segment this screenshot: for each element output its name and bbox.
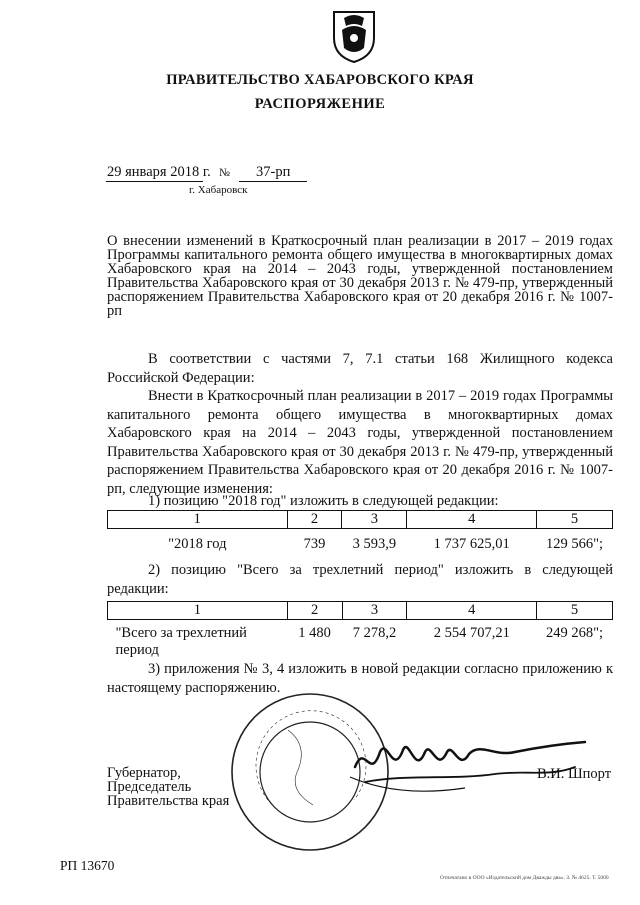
table-row xyxy=(108,620,613,660)
header-cell: 3 xyxy=(342,511,407,529)
table-total xyxy=(107,601,613,659)
signatory-position xyxy=(107,766,267,808)
table-header-row xyxy=(108,511,613,529)
paragraph-main: Внести в Краткосрочный план реализации в 2017 – 2019 годах Программы капитального ремонта общего имущества в многоквартирных домах Хабаровского края на 2014 – 2043 годы, утвержденной постановлением Правительства Хабаровского края от 30 декабря 2013 г. № 479-пр, утвержденный распоряжением Правительства Хабаровского края от 20 декабря 2016 г. № 1007-рп, следующие изменения: xyxy=(107,388,613,497)
document-date: 29 января 2018 г. xyxy=(107,164,211,180)
header-cell: 5 xyxy=(537,511,613,529)
table-2018 xyxy=(107,510,613,553)
signatory-name: В.И. Шпорт xyxy=(537,766,612,782)
number-sign: № xyxy=(219,167,230,179)
date-underline xyxy=(106,181,203,182)
printer-note: Отпечатано в ООО «Издательский дом Дважды два». З. № 4625. Т. 5000 xyxy=(440,875,609,881)
table-cell: 1 737 625,01 xyxy=(433,536,510,552)
table-cell: 3 593,9 xyxy=(352,536,397,552)
table-header-row xyxy=(108,602,613,620)
item-2: 2) позицию "Всего за трехлетний период" изложить в следующей редакции: xyxy=(107,562,613,597)
table-cell: "Всего за трехлетний период xyxy=(115,625,247,658)
city: г. Хабаровск xyxy=(189,184,248,196)
header-cell: 2 xyxy=(287,511,342,529)
item-1: 1) позицию "2018 год" изложить в следующей редакции: xyxy=(148,493,499,509)
header-cell: 3 xyxy=(342,602,407,620)
header-cell: 4 xyxy=(407,511,537,529)
table-cell: 739 xyxy=(303,536,326,552)
coat-of-arms-icon xyxy=(330,8,378,64)
document-number: 37-рп xyxy=(256,164,291,180)
number-underline xyxy=(239,181,307,182)
table-cell: 7 278,2 xyxy=(352,625,397,641)
header-cell: 4 xyxy=(407,602,537,620)
item-3: 3) приложения № 3, 4 изложить в новой редакции согласно приложению к настоящему распоряжению. xyxy=(107,661,613,696)
government-title: ПРАВИТЕЛЬСТВО ХАБАРОВСКОГО КРАЯ xyxy=(166,72,474,88)
document-type: РАСПОРЯЖЕНИЕ xyxy=(254,96,386,112)
subject: О внесении изменений в Краткосрочный план реализации в 2017 – 2019 годах Программы капитального ремонта общего имущества в многоквартирных домах Хабаровского края на 2014 – 2043 годы, утвержденной постановлением Правительства Хабаровского края от 30 декабря 2013 г. № 479-пр, утвержденный распоряжением Правительства Хабаровского края от 20 декабря 2016 г. № 1007-рп xyxy=(107,233,613,319)
header-cell: 1 xyxy=(108,511,288,529)
table-row xyxy=(108,529,613,554)
table-cell: "2018 год xyxy=(168,536,227,552)
paragraph-basis: В соответствии с частями 7, 7.1 статьи 168 Жилищного кодекса Российской Федерации: xyxy=(107,351,613,386)
table-cell: 1 480 xyxy=(298,625,331,641)
document-code: РП 13670 xyxy=(60,858,115,873)
header-cell: 2 xyxy=(287,602,342,620)
table-cell: 249 268"; xyxy=(546,625,604,641)
table-cell: 2 554 707,21 xyxy=(433,625,510,641)
header-cell: 5 xyxy=(537,602,613,620)
header-cell: 1 xyxy=(108,602,288,620)
signatory-position-text: Губернатор, Председатель Правительства края xyxy=(107,765,230,809)
table-cell: 129 566"; xyxy=(546,536,604,552)
